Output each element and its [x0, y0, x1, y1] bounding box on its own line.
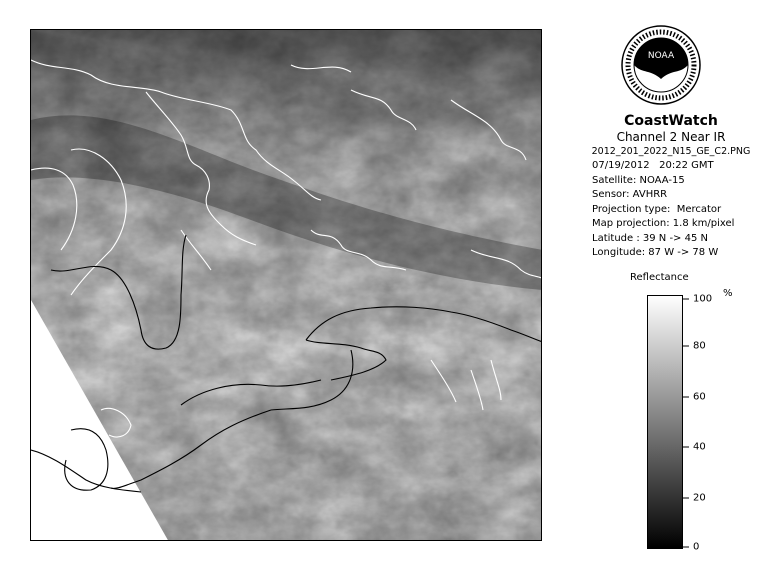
sensor: Sensor: AVHRR: [592, 189, 668, 200]
tick-label: 80: [693, 340, 706, 352]
satellite-image: [30, 29, 542, 541]
tick-mark: [683, 345, 689, 346]
reflectance-map: [31, 30, 542, 541]
noaa-logo: [620, 24, 702, 106]
tick-label: 0: [693, 541, 700, 553]
colorbar-unit: %: [723, 288, 733, 299]
tick-label: 60: [693, 391, 706, 403]
longitude-range: Longitude: 87 W -> 78 W: [592, 247, 719, 258]
tick-label: 100: [693, 293, 713, 305]
satellite: Satellite: NOAA-15: [592, 174, 685, 186]
metadata-panel: [560, 112, 782, 261]
latitude-range: Latitude : 39 N -> 45 N: [592, 232, 708, 244]
tick-label: 40: [693, 441, 706, 453]
map-projection: Map projection: 1.8 km/pixel: [592, 218, 735, 229]
tick-mark: [683, 447, 689, 448]
datetime: 07/19/2012 20:22 GMT: [592, 160, 714, 171]
product-title: CoastWatch: [624, 113, 718, 129]
colorbar-tick-40: [683, 442, 706, 453]
colorbar-tick-20: [683, 493, 706, 504]
tick-label: 20: [693, 492, 706, 504]
colorbar-label: Reflectance: [630, 272, 689, 283]
noaa-seal-icon: [620, 24, 702, 106]
colorbar-ticks: [683, 293, 743, 553]
colorbar-tick-0: [683, 542, 699, 553]
tick-mark: [683, 396, 689, 397]
svg-text:NOAA: NOAA: [647, 51, 675, 61]
tick-mark: [683, 547, 689, 548]
file-name: 2012_201_2022_N15_GE_C2.PNG: [591, 146, 751, 157]
tick-mark: [683, 498, 689, 499]
channel-subtitle: Channel 2 Near IR: [616, 130, 726, 144]
colorbar-tick-80: [683, 340, 706, 351]
projection-type: Projection type: Mercator: [592, 203, 722, 215]
colorbar-tick-60: [683, 391, 706, 402]
tick-mark: [683, 299, 689, 300]
colorbar-tick-100: [683, 294, 712, 305]
colorbar: [647, 295, 683, 549]
